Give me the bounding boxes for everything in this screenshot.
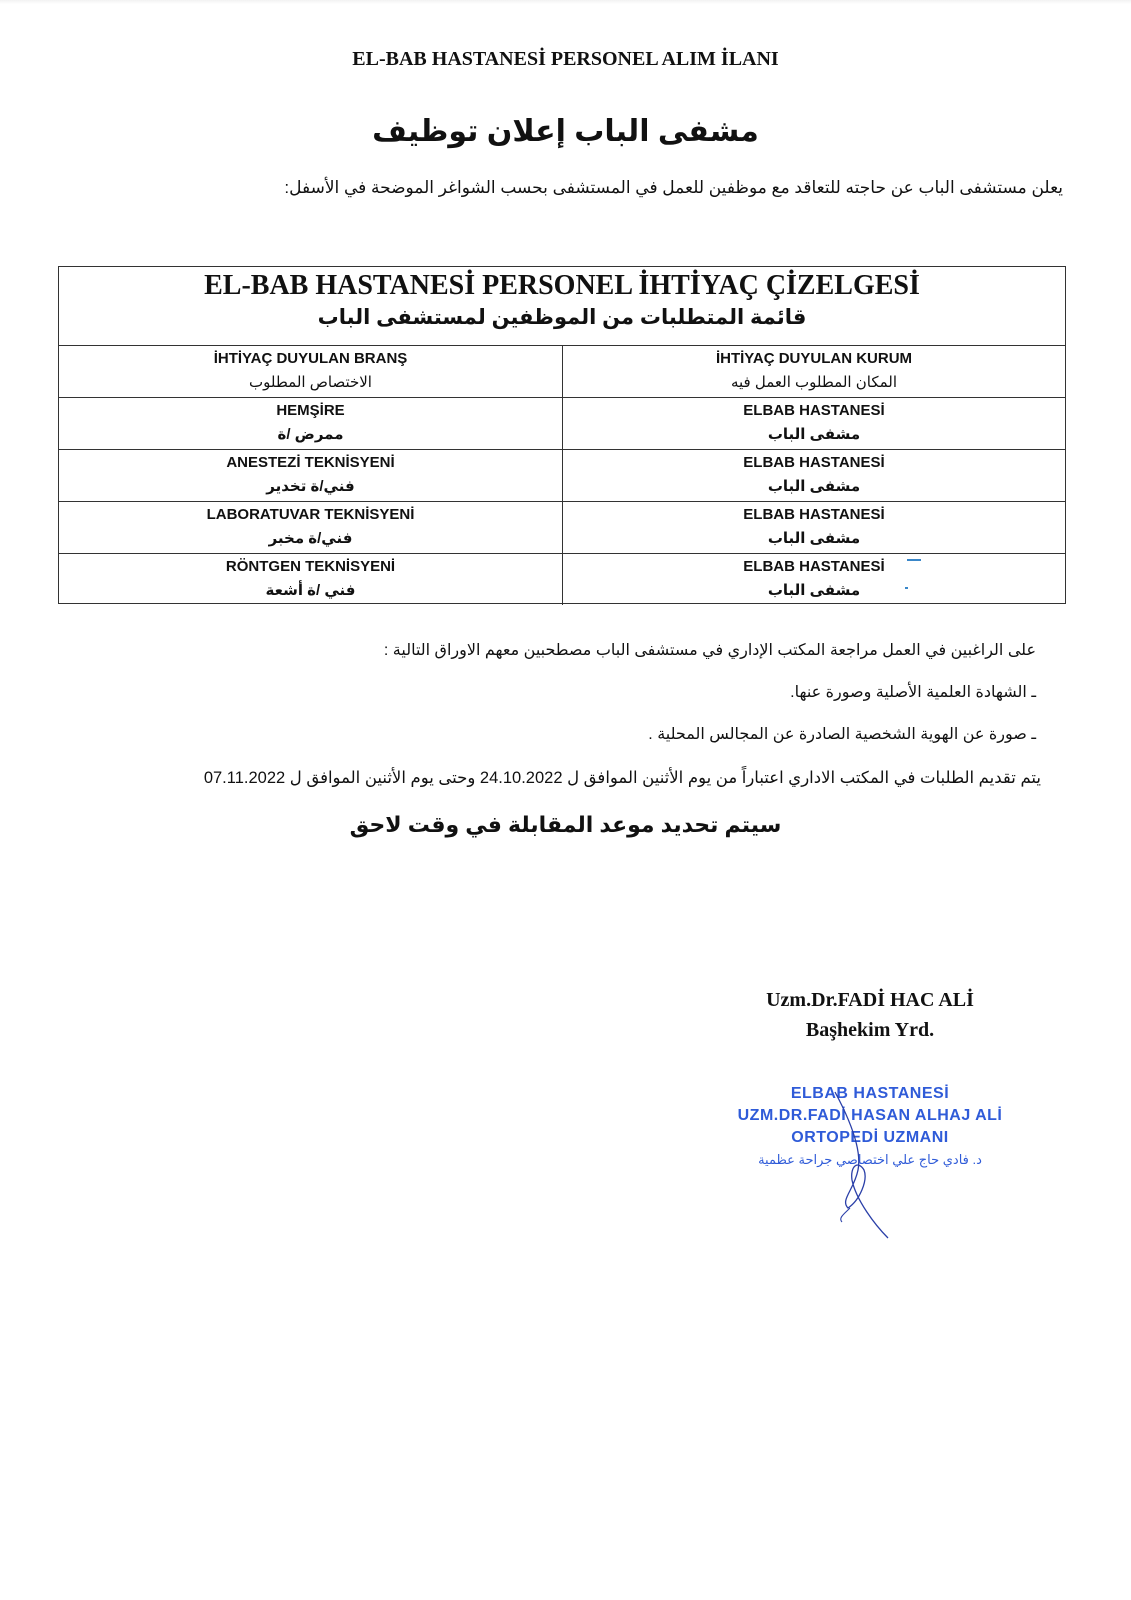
ink-mark <box>907 559 921 561</box>
institution-tr: ELBAB HASTANESİ <box>743 402 885 419</box>
institution-cell <box>563 553 1065 605</box>
signatory-title: Başhekim Yrd. <box>805 1019 935 1041</box>
signature-icon <box>820 1090 900 1240</box>
branch-cell <box>59 553 563 605</box>
staff-needs-table <box>58 266 1066 604</box>
branch-cell <box>59 397 563 449</box>
stamp-line-4: د. فادي حاج علي اختصاصي جراحة عظمية <box>758 1152 982 1167</box>
table-title-arabic: قائمة المتطلبات من الموظفين لمستشفى الباب <box>317 306 807 329</box>
branch-ar: فني/ة مخبر <box>268 530 353 547</box>
table-title-turkish: EL-BAB HASTANESİ PERSONEL İHTİYAÇ ÇİZELGESİ <box>204 270 920 301</box>
branch-tr: RÖNTGEN TEKNİSYENİ <box>225 558 396 575</box>
header-institution-tr: İHTİYAÇ DUYULAN KURUM <box>715 350 913 367</box>
header-institution-ar: المكان المطلوب العمل فيه <box>730 374 898 391</box>
scan-edge <box>0 0 1131 4</box>
table-title <box>59 267 1065 346</box>
branch-tr: HEMŞİRE <box>276 402 345 419</box>
branch-cell <box>59 501 563 553</box>
table-row <box>59 449 1065 502</box>
document-title-arabic: مشفى الباب إعلان توظيف <box>372 115 759 148</box>
table-row <box>59 397 1065 450</box>
branch-tr: ANESTEZİ TEKNİSYENİ <box>226 454 395 471</box>
institution-ar: مشفى الباب <box>767 530 861 547</box>
application-dates: يتم تقديم الطلبات في المكتب الاداري اعتباراً من يوم الأثنين الموافق ل 24.10.2022 وحتى يوم الأثنين الموافق ل 07.11.2022 <box>203 769 1041 787</box>
signatory-name: Uzm.Dr.FADİ HAC ALİ <box>766 989 974 1011</box>
institution-cell <box>563 501 1065 553</box>
branch-ar: ممرض /ة <box>277 426 344 443</box>
header-branch-ar: الاختصاص المطلوب <box>249 374 372 391</box>
institution-tr: ELBAB HASTANESİ <box>743 558 885 575</box>
institution-ar: مشفى الباب <box>767 478 861 495</box>
branch-ar: فني /ة أشعة <box>265 582 356 599</box>
stamp-line-3: ORTOPEDİ UZMANI <box>791 1129 949 1146</box>
institution-cell <box>563 449 1065 501</box>
branch-cell <box>59 449 563 501</box>
header-branch <box>59 345 563 397</box>
required-document-item: ـ الشهادة العلمية الأصلية وصورة عنها. <box>790 684 1036 701</box>
interview-note: سيتم تحديد موعد المقابلة في وقت لاحق <box>349 812 782 837</box>
required-document-item: ـ صورة عن الهوية الشخصية الصادرة عن المجالس المحلية . <box>648 726 1036 743</box>
branch-ar: فني/ة تخدير <box>266 478 355 495</box>
institution-ar: مشفى الباب <box>767 582 861 599</box>
stamp-line-2: UZM.DR.FADİ HASAN ALHAJ ALİ <box>737 1107 1003 1124</box>
institution-tr: ELBAB HASTANESİ <box>743 506 885 523</box>
instructions-paragraph: على الراغبين في العمل مراجعة المكتب الإداري في مستشفى الباب مصطحبين معهم الاوراق التالية : <box>383 642 1036 659</box>
header-institution <box>563 345 1065 397</box>
ink-mark <box>905 587 908 589</box>
branch-tr: LABORATUVAR TEKNİSYENİ <box>206 506 415 523</box>
institution-tr: ELBAB HASTANESİ <box>743 454 885 471</box>
institution-ar: مشفى الباب <box>767 426 861 443</box>
signatory-block <box>700 985 1040 1045</box>
table-header-row <box>59 345 1065 398</box>
table-row <box>59 501 1065 554</box>
institution-cell <box>563 397 1065 449</box>
stamp-line-1: ELBAB HASTANESİ <box>790 1085 950 1102</box>
intro-paragraph: يعلن مستشفى الباب عن حاجته للتعاقد مع موظفين للعمل في المستشفى بحسب الشواغر الموضحة في الأسفل: <box>284 178 1063 197</box>
document-title: EL-BAB HASTANESİ PERSONEL ALIM İLANI <box>352 48 779 70</box>
header-branch-tr: İHTİYAÇ DUYULAN BRANŞ <box>213 350 408 367</box>
